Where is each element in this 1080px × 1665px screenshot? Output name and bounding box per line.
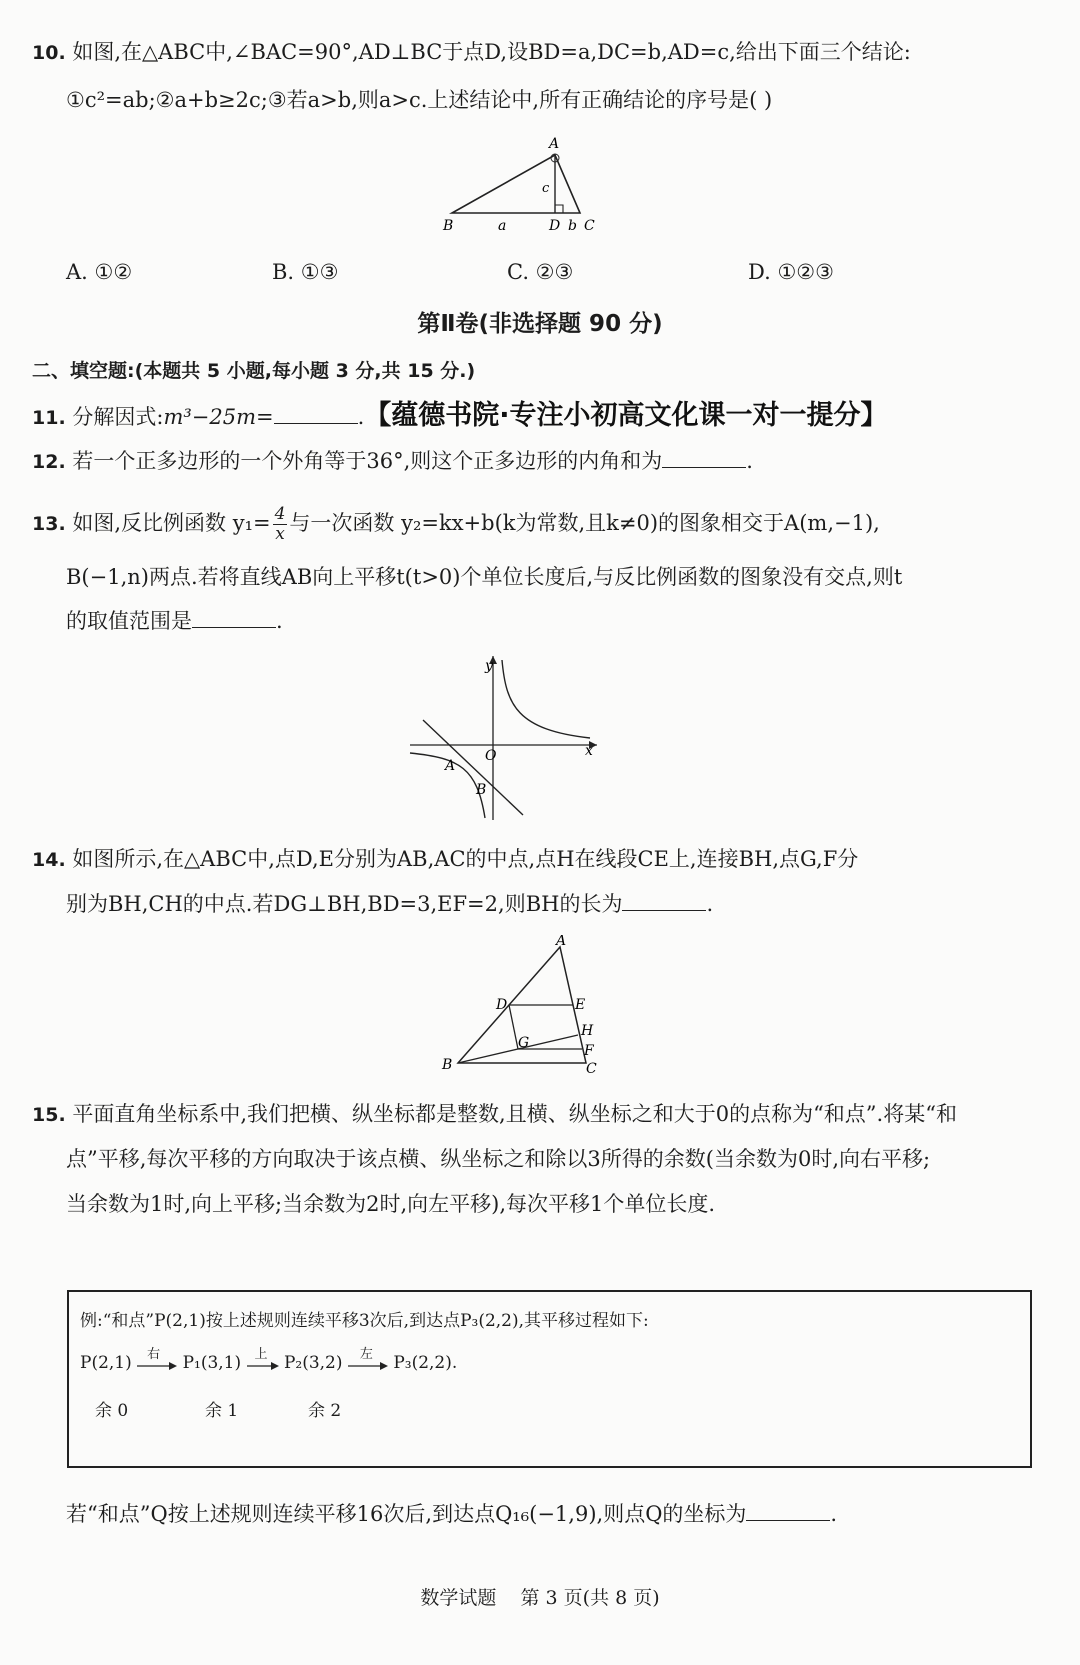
q15-arrow-up [247,1346,279,1370]
q13-fig-label-B: B [476,782,487,798]
q14-number: 14. [32,849,66,871]
q10-option-c: C. ②③ [507,260,574,284]
q15-example-intro: 例:“和点”P(2,1)按上述规则连续平移3次后,到达点P₃(2,2),其平移过程如下: [80,1311,649,1331]
q15-example-p0: P(2,1) [80,1353,132,1373]
q15-stem-3: 当余数为1时,向上平移;当余数为2时,向左平移),每次平移1个单位长度. [66,1192,716,1216]
q14-fig-label-H: H [581,1023,594,1039]
q13-answer-blank[interactable] [192,609,276,628]
q13-fig-label-O: O [485,748,497,764]
q15-final-text: 若“和点”Q按上述规则连续平移16次后,到达点Q₁₆(−1,9),则点Q的坐标为 [66,1502,747,1526]
page-footer: 数学试题 第 3 页(共 8 页) [420,1587,660,1609]
q10-number: 10. [32,42,66,64]
q15-number: 15. [32,1104,66,1126]
section2-heading: 二、填空题:(本题共 5 小题,每小题 3 分,共 15 分.) [32,360,476,382]
q14-line2 [66,890,713,918]
q10-stem-2: ①c²=ab;②a+b≥2c;③若a>b,则a>c.上述结论中,所有正确结论的序号是( ) [66,88,773,112]
q12-number: 12. [32,451,66,473]
q15-example-p1: P₁(3,1) [182,1353,242,1373]
q13-line1 [32,505,880,544]
q13-stem-2: B(−1,n)两点.若将直线AB向上平移t(t>0)个单位长度后,与反比例函数的图象没有交点,则t [66,565,903,589]
q10-line1 [32,38,911,67]
q13-frac-denominator: x [275,524,285,544]
q13-fraction [273,505,288,544]
q14-stem-1: 如图所示,在△ABC中,点D,E分别为AB,AC的中点,点H在线段CE上,连接BH,点G,F分 [72,847,859,871]
q10-fig-label-A: A [549,136,560,152]
q15-example-chain [80,1346,458,1374]
q12-line [32,447,753,476]
q14-fig-label-D: D [496,997,508,1013]
q11-line [32,402,888,432]
q13-tail: . [276,609,283,633]
q10-fig-label-b: b [568,218,577,234]
q10-stem-1: 如图,在△ABC中,∠BAC=90°,AD⊥BC于点D,设BD=a,DC=b,AD=c,给出下面三个结论: [72,40,911,64]
q13-line3 [66,607,283,635]
q10-triangle-figure [440,135,610,240]
q15-remainder-0: 余 0 [95,1401,129,1421]
q14-tail: . [706,892,714,916]
q15-final-line [66,1500,837,1528]
q14-line1 [32,845,858,874]
q12-answer-blank[interactable] [662,449,746,468]
q13-stem-1b: 与一次函数 y₂=kx+b(k为常数,且k≠0)的图象相交于A(m,−1), [289,511,880,535]
q15-stem-1: 平面直角坐标系中,我们把横、纵坐标都是整数,且横、纵坐标之和大于0的点称为“和点”.将某“和 [72,1102,957,1126]
q15-tail: . [830,1502,838,1526]
q15-stem-2: 点”平移,每次平移的方向取决于该点横、纵坐标之和除以3所得的余数(当余数为0时,向右平移; [66,1147,931,1171]
q13-fig-label-A: A [445,758,456,774]
q11-tail: . [357,405,365,429]
q13-stem-1a: 如图,反比例函数 y₁= [72,511,271,535]
part2-title: 第Ⅱ卷(非选择题 90 分) [417,311,663,337]
q11-number: 11. [32,407,66,429]
q15-remainder-2: 余 2 [308,1401,342,1421]
q15-example-p2: P₂(3,2) [283,1353,343,1373]
q11-prefix: 分解因式: [72,405,164,429]
q10-fig-label-B: B [443,218,454,234]
q13-number: 13. [32,513,66,535]
q15-arrow-label-left: 左 [359,1346,373,1362]
q13-function-graph [405,650,605,825]
q13-frac-numerator: 4 [274,504,286,524]
q14-fig-label-F: F [584,1043,594,1059]
q15-arrow-label-right: 右 [147,1346,161,1362]
q10-fig-label-D: D [549,218,561,234]
q14-stem-2: 别为BH,CH的中点.若DG⊥BH,BD=3,EF=2,则BH的长为 [66,892,623,916]
q15-line1 [32,1100,957,1129]
q15-arrow-right [137,1346,177,1370]
q14-fig-label-E: E [575,997,586,1013]
q11-expression: m³−25m= [163,405,274,429]
q10-fig-label-C: C [584,218,595,234]
q14-fig-label-G: G [518,1035,530,1051]
q10-option-d: D. ①②③ [748,260,834,284]
q10-fig-label-c: c [542,181,550,196]
q14-triangle-figure [438,935,608,1075]
q12-text: 若一个正多边形的一个外角等于36°,则这个正多边形的内角和为 [72,449,663,473]
q13-fig-label-x: x [585,743,593,759]
q15-remainder-1: 余 1 [205,1401,239,1421]
q10-fig-label-a: a [498,218,507,234]
q15-arrow-left [348,1346,388,1370]
q13-fig-label-y: y [485,658,493,674]
q15-answer-blank[interactable] [746,1502,830,1521]
q15-arrow-label-up: 上 [254,1346,268,1362]
q11-promo-text: 【蕴德书院·专注小初高文化课一对一提分】 [364,400,888,431]
q14-fig-label-C: C [586,1061,597,1075]
q12-tail: . [746,449,753,473]
q14-fig-label-B: B [442,1057,453,1073]
q15-example-p3: P₃(2,2). [393,1353,458,1373]
q13-stem-3: 的取值范围是 [66,609,192,633]
q10-option-a: A. ①② [66,260,133,284]
q11-answer-blank[interactable] [274,405,358,424]
q14-answer-blank[interactable] [622,892,706,911]
q10-option-b: B. ①③ [272,260,339,284]
q14-fig-label-A: A [556,935,567,949]
